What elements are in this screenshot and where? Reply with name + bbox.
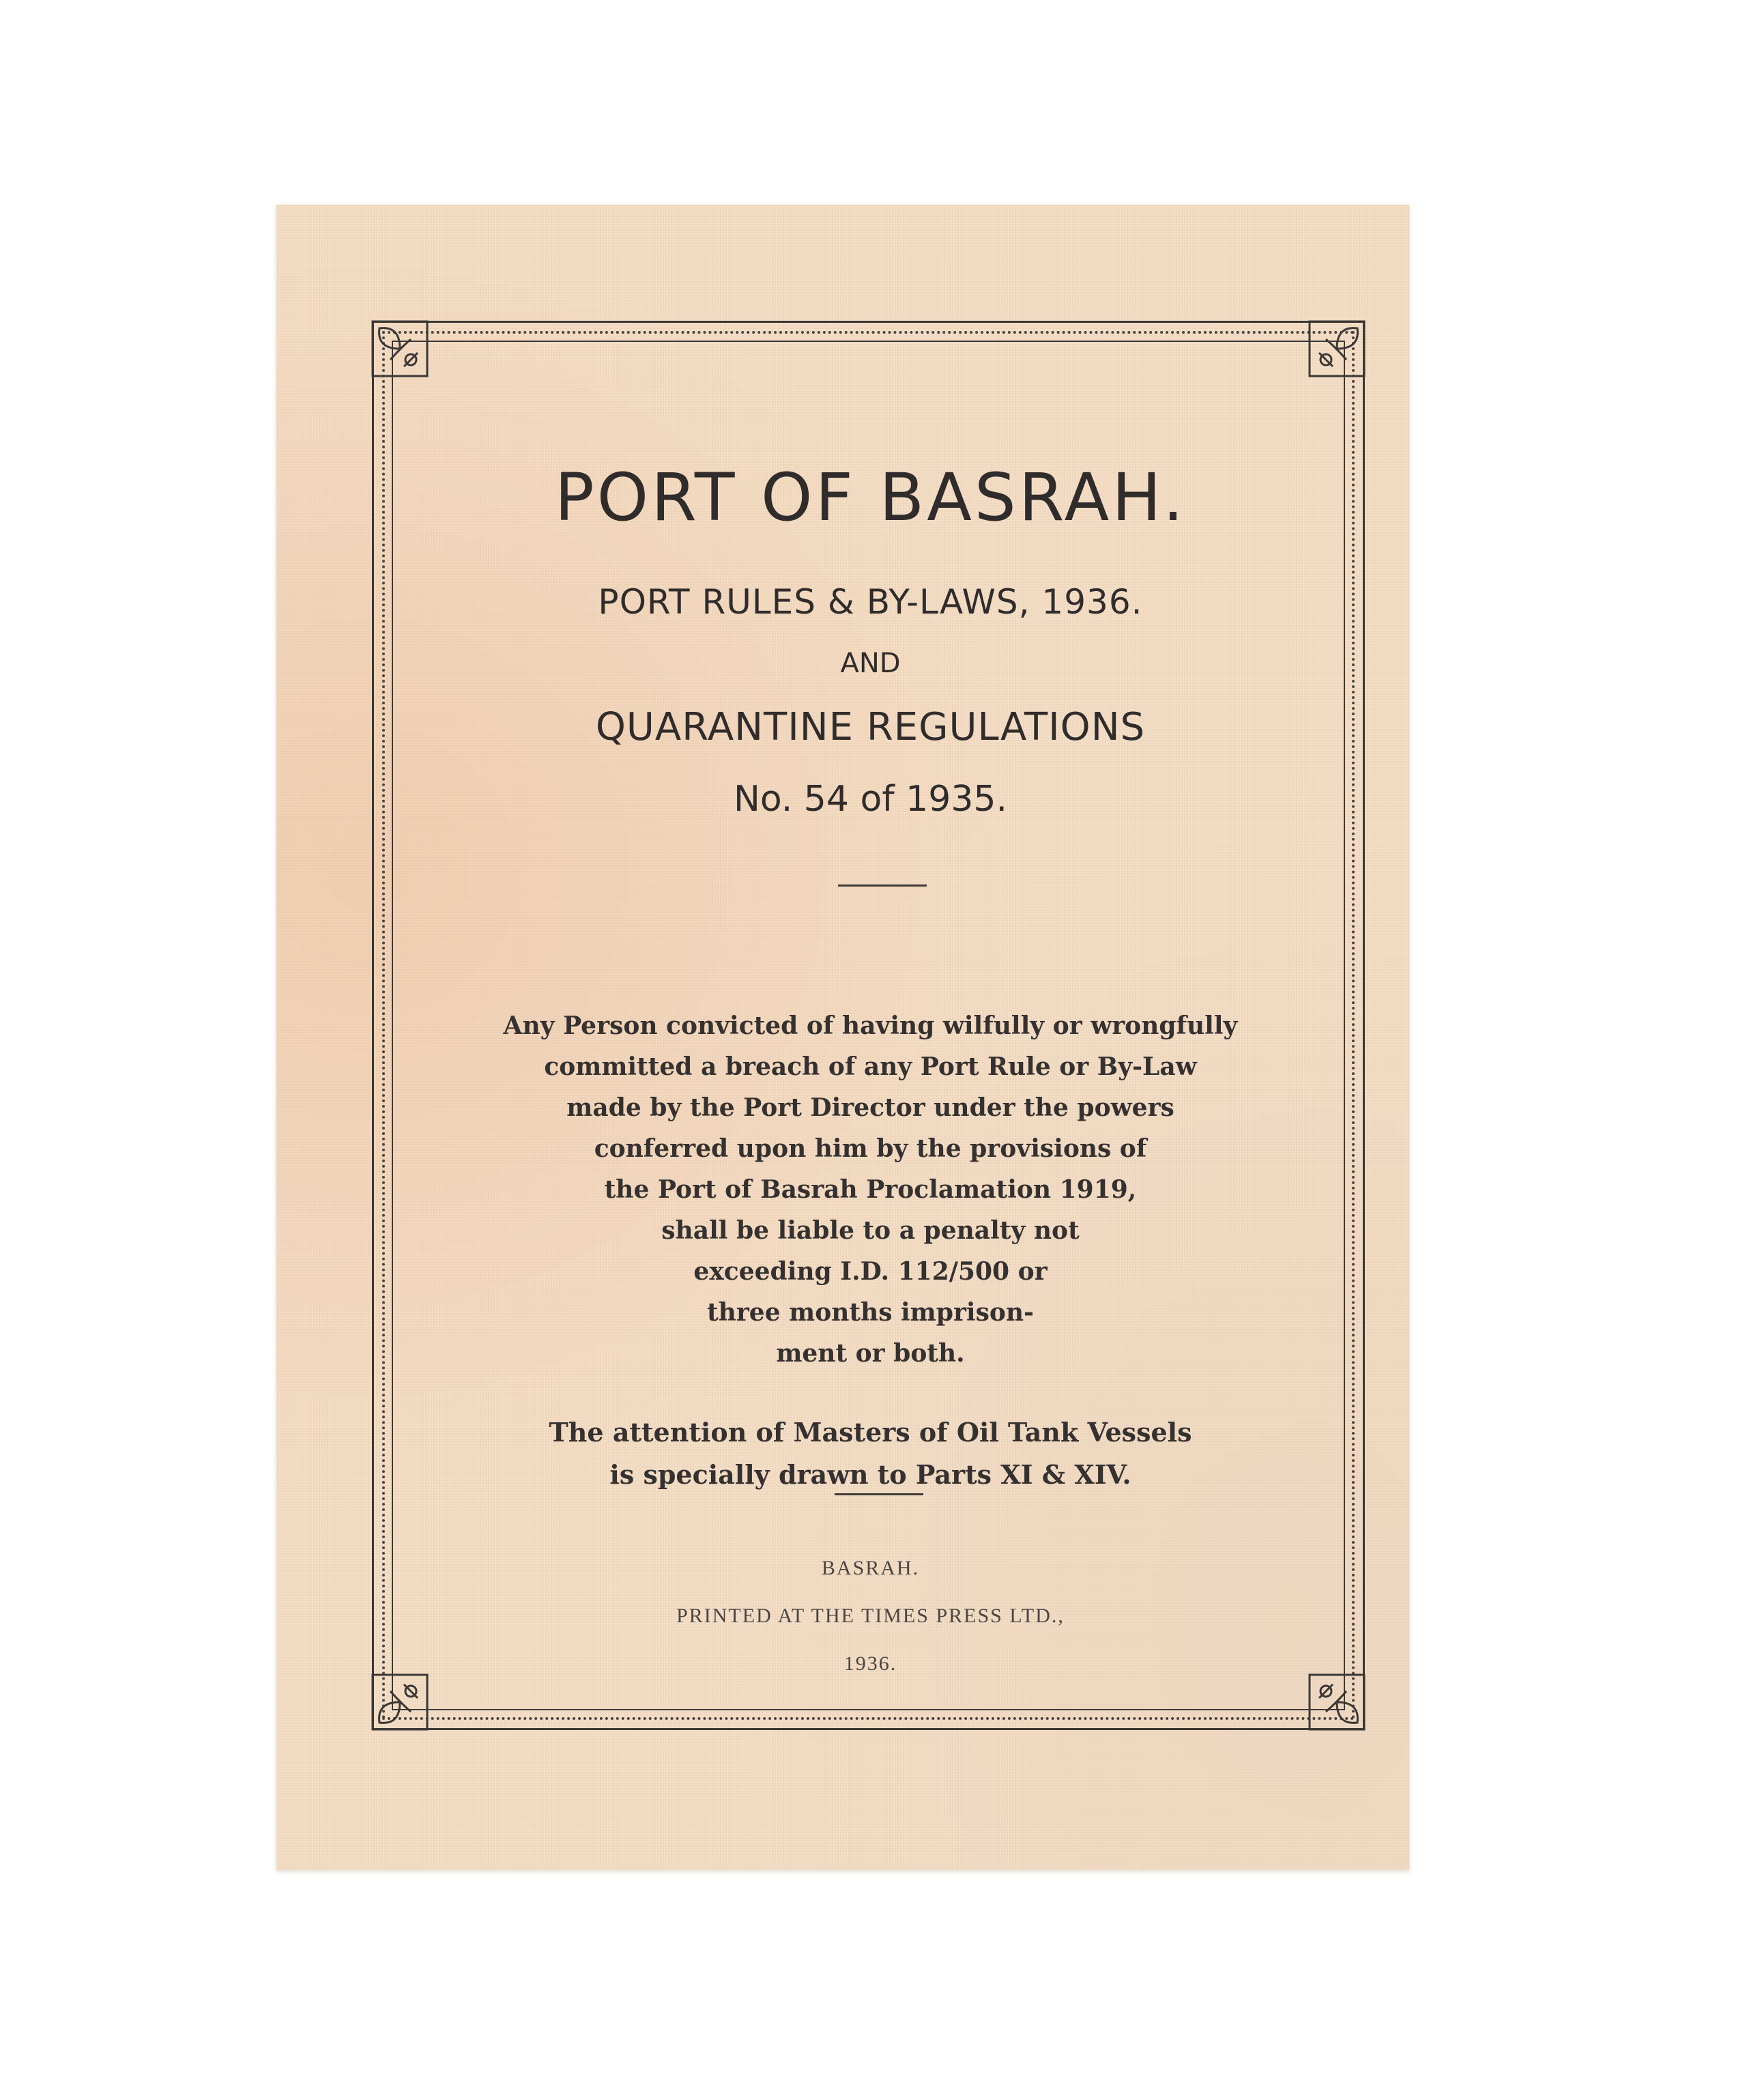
cover-text — [374, 323, 1367, 1732]
and-connector: AND — [840, 648, 901, 679]
subtitle: PORT RULES & BY-LAWS, 1936. — [598, 582, 1143, 622]
imprint-printer: PRINTED AT THE TIMES PRESS LTD., — [676, 1605, 1065, 1627]
attention-line: The attention of Masters of Oil Tank Vessels — [549, 1417, 1192, 1448]
ornamental-border — [372, 321, 1365, 1730]
notice-line: committed a breach of any Port Rule or By-Law — [544, 1052, 1197, 1081]
divider-rule — [835, 1493, 923, 1495]
imprint-place: BASRAH. — [821, 1557, 920, 1579]
printer-imprint — [374, 1544, 1367, 1688]
regulation-number: No. 54 of 1935. — [733, 779, 1008, 820]
divider-rule — [838, 884, 927, 887]
regulations-heading: QUARANTINE REGULATIONS — [595, 705, 1146, 749]
booklet-cover — [276, 205, 1409, 1870]
notice-line: the Port of Basrah Proclamation 1919, — [604, 1175, 1137, 1204]
attention-notice — [374, 1411, 1367, 1496]
notice-line: exceeding I.D. 112/500 or — [693, 1257, 1048, 1286]
notice-line: shall be liable to a penalty not — [661, 1216, 1080, 1245]
notice-line: ment or both. — [776, 1339, 965, 1368]
notice-line: made by the Port Director under the powers — [566, 1093, 1174, 1122]
page-title: PORT OF BASRAH. — [554, 459, 1187, 536]
penalty-notice — [374, 1005, 1367, 1374]
notice-line: conferred upon him by the provisions of — [594, 1134, 1147, 1163]
notice-line: Any Person convicted of having wilfully or wrongfully — [503, 1011, 1238, 1040]
attention-line: is specially drawn to Parts XI & XIV. — [609, 1459, 1131, 1490]
notice-line: three months imprison- — [707, 1298, 1034, 1327]
imprint-year: 1936. — [843, 1652, 897, 1675]
